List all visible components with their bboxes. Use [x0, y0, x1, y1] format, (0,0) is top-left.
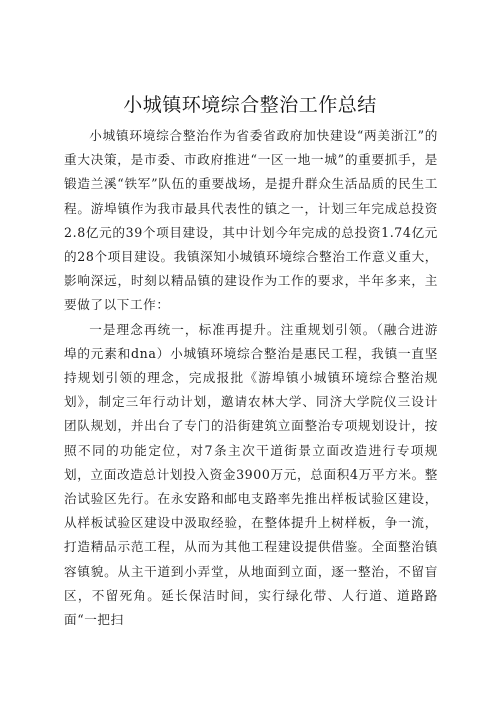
document-body	[64, 124, 438, 632]
paragraph-intro: 小城镇环境综合整治作为省委省政府加快建设“两美浙江”的重大决策，是市委、市政府推进“一区一地一城”的重要抓手，是锻造兰溪“铁军”队伍的重要战场，是提升群众生活品质的民生工程。游埠镇作为我市最具代表性的镇之一，计划三年完成总投资2.8亿元的39个项目建设，其中计划今年完成的总投资1.74亿元的28个项目建设。我镇深知小城镇环境综合整治工作意义重大，影响深远，时刻以精品镇的建设作为工作的要求，半年多来，主要做了以下工作：	[64, 128, 438, 313]
document-title: 小城镇环境综合整治工作总结	[123, 94, 377, 116]
paragraph-first-point: 一是理念再统一，标准再提升。注重规划引领。（融合进游埠的元素和dna）小城镇环境综合整治是惠民工程，我镇一直坚持规划引领的理念，完成报批《游埠镇小城镇环境综合整治规划》，制定三年行动计划，邀请农林大学、同济大学院仪三设计团队规划，并出台了专门的沿街建筑立面整治专项规划设计，按照不同的功能定位，对7条主次干道街景立面改造进行专项规划，立面改造总计划投入资金3900万元，总面积4万平方米。整治试验区先行。在永安路和邮电支路率先推出样板试验区建设，从样板试验区建设中汲取经验，在整体提升上树样板，争一流，打造精品示范工程，从而为其他工程建设提供借鉴。全面整治镇容镇貌。从主干道到小弄堂，从地面到立面，逐一整治，不留盲区，不留死角。延长保洁时间，实行绿化带、人行道、道路路面“一把扫	[64, 321, 438, 628]
